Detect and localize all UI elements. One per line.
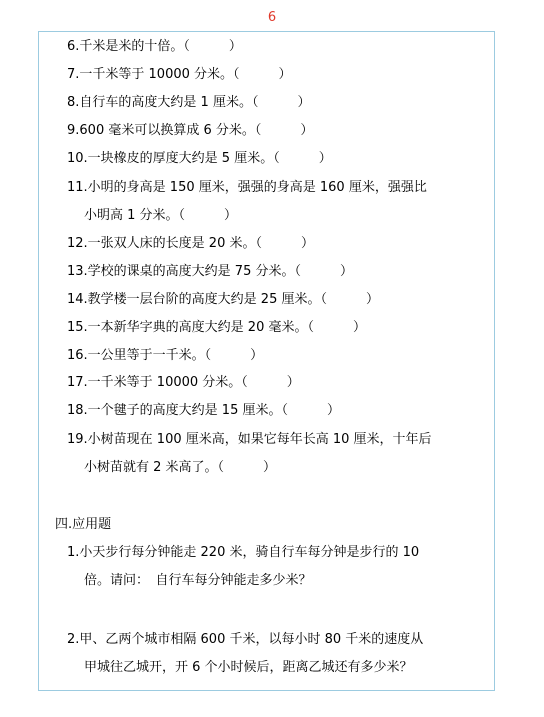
- question-10: 10.一块橡皮的厚度大约是 5 厘米。（ ）: [67, 151, 332, 166]
- question-12: 12.一张双人床的长度是 20 米。（ ）: [67, 236, 314, 251]
- problem-1-continued: 倍。请问： 自行车每分钟能走多少米？: [84, 573, 312, 588]
- question-15: 15.一本新华字典的高度大约是 20 毫米。（ ）: [67, 320, 366, 335]
- question-11: 11.小明的身高是 150 厘米，强强的身高是 160 厘米，强强比: [67, 180, 427, 195]
- question-13: 13.学校的课桌的高度大约是 75 分米。（ ）: [67, 264, 353, 279]
- problem-2: 2.甲、乙两个城市相隔 600 千米，以每小时 80 千米的速度从: [67, 632, 424, 647]
- question-11-continued: 小明高 1 分米。（ ）: [84, 208, 238, 223]
- section-title: 四.应用题: [55, 517, 112, 532]
- question-8: 8.自行车的高度大约是 1 厘米。（ ）: [67, 95, 311, 110]
- question-16: 16.一公里等于一千米。（ ）: [67, 348, 264, 363]
- page-number: 6: [267, 10, 277, 25]
- question-6: 6.千米是米的十倍。（ ）: [67, 39, 242, 54]
- question-17: 17.一千米等于 10000 分米。（ ）: [67, 375, 300, 390]
- question-9: 9.600 毫米可以换算成 6 分米。（ ）: [67, 123, 314, 138]
- question-18: 18.一个毽子的高度大约是 15 厘米。（ ）: [67, 403, 340, 418]
- question-19: 19.小树苗现在 100 厘米高，如果它每年长高 10 厘米，十年后: [67, 432, 432, 447]
- problem-2-continued: 甲城往乙城开，开 6 个小时候后，距离乙城还有多少米？: [84, 660, 413, 675]
- question-7: 7.一千米等于 10000 分米。（ ）: [67, 67, 292, 82]
- question-14: 14.教学楼一层台阶的高度大约是 25 厘米。（ ）: [67, 292, 379, 307]
- problem-1: 1.小天步行每分钟能走 220 米，骑自行车每分钟是步行的 10: [67, 545, 420, 560]
- question-19-continued: 小树苗就有 2 米高了。（ ）: [84, 460, 277, 475]
